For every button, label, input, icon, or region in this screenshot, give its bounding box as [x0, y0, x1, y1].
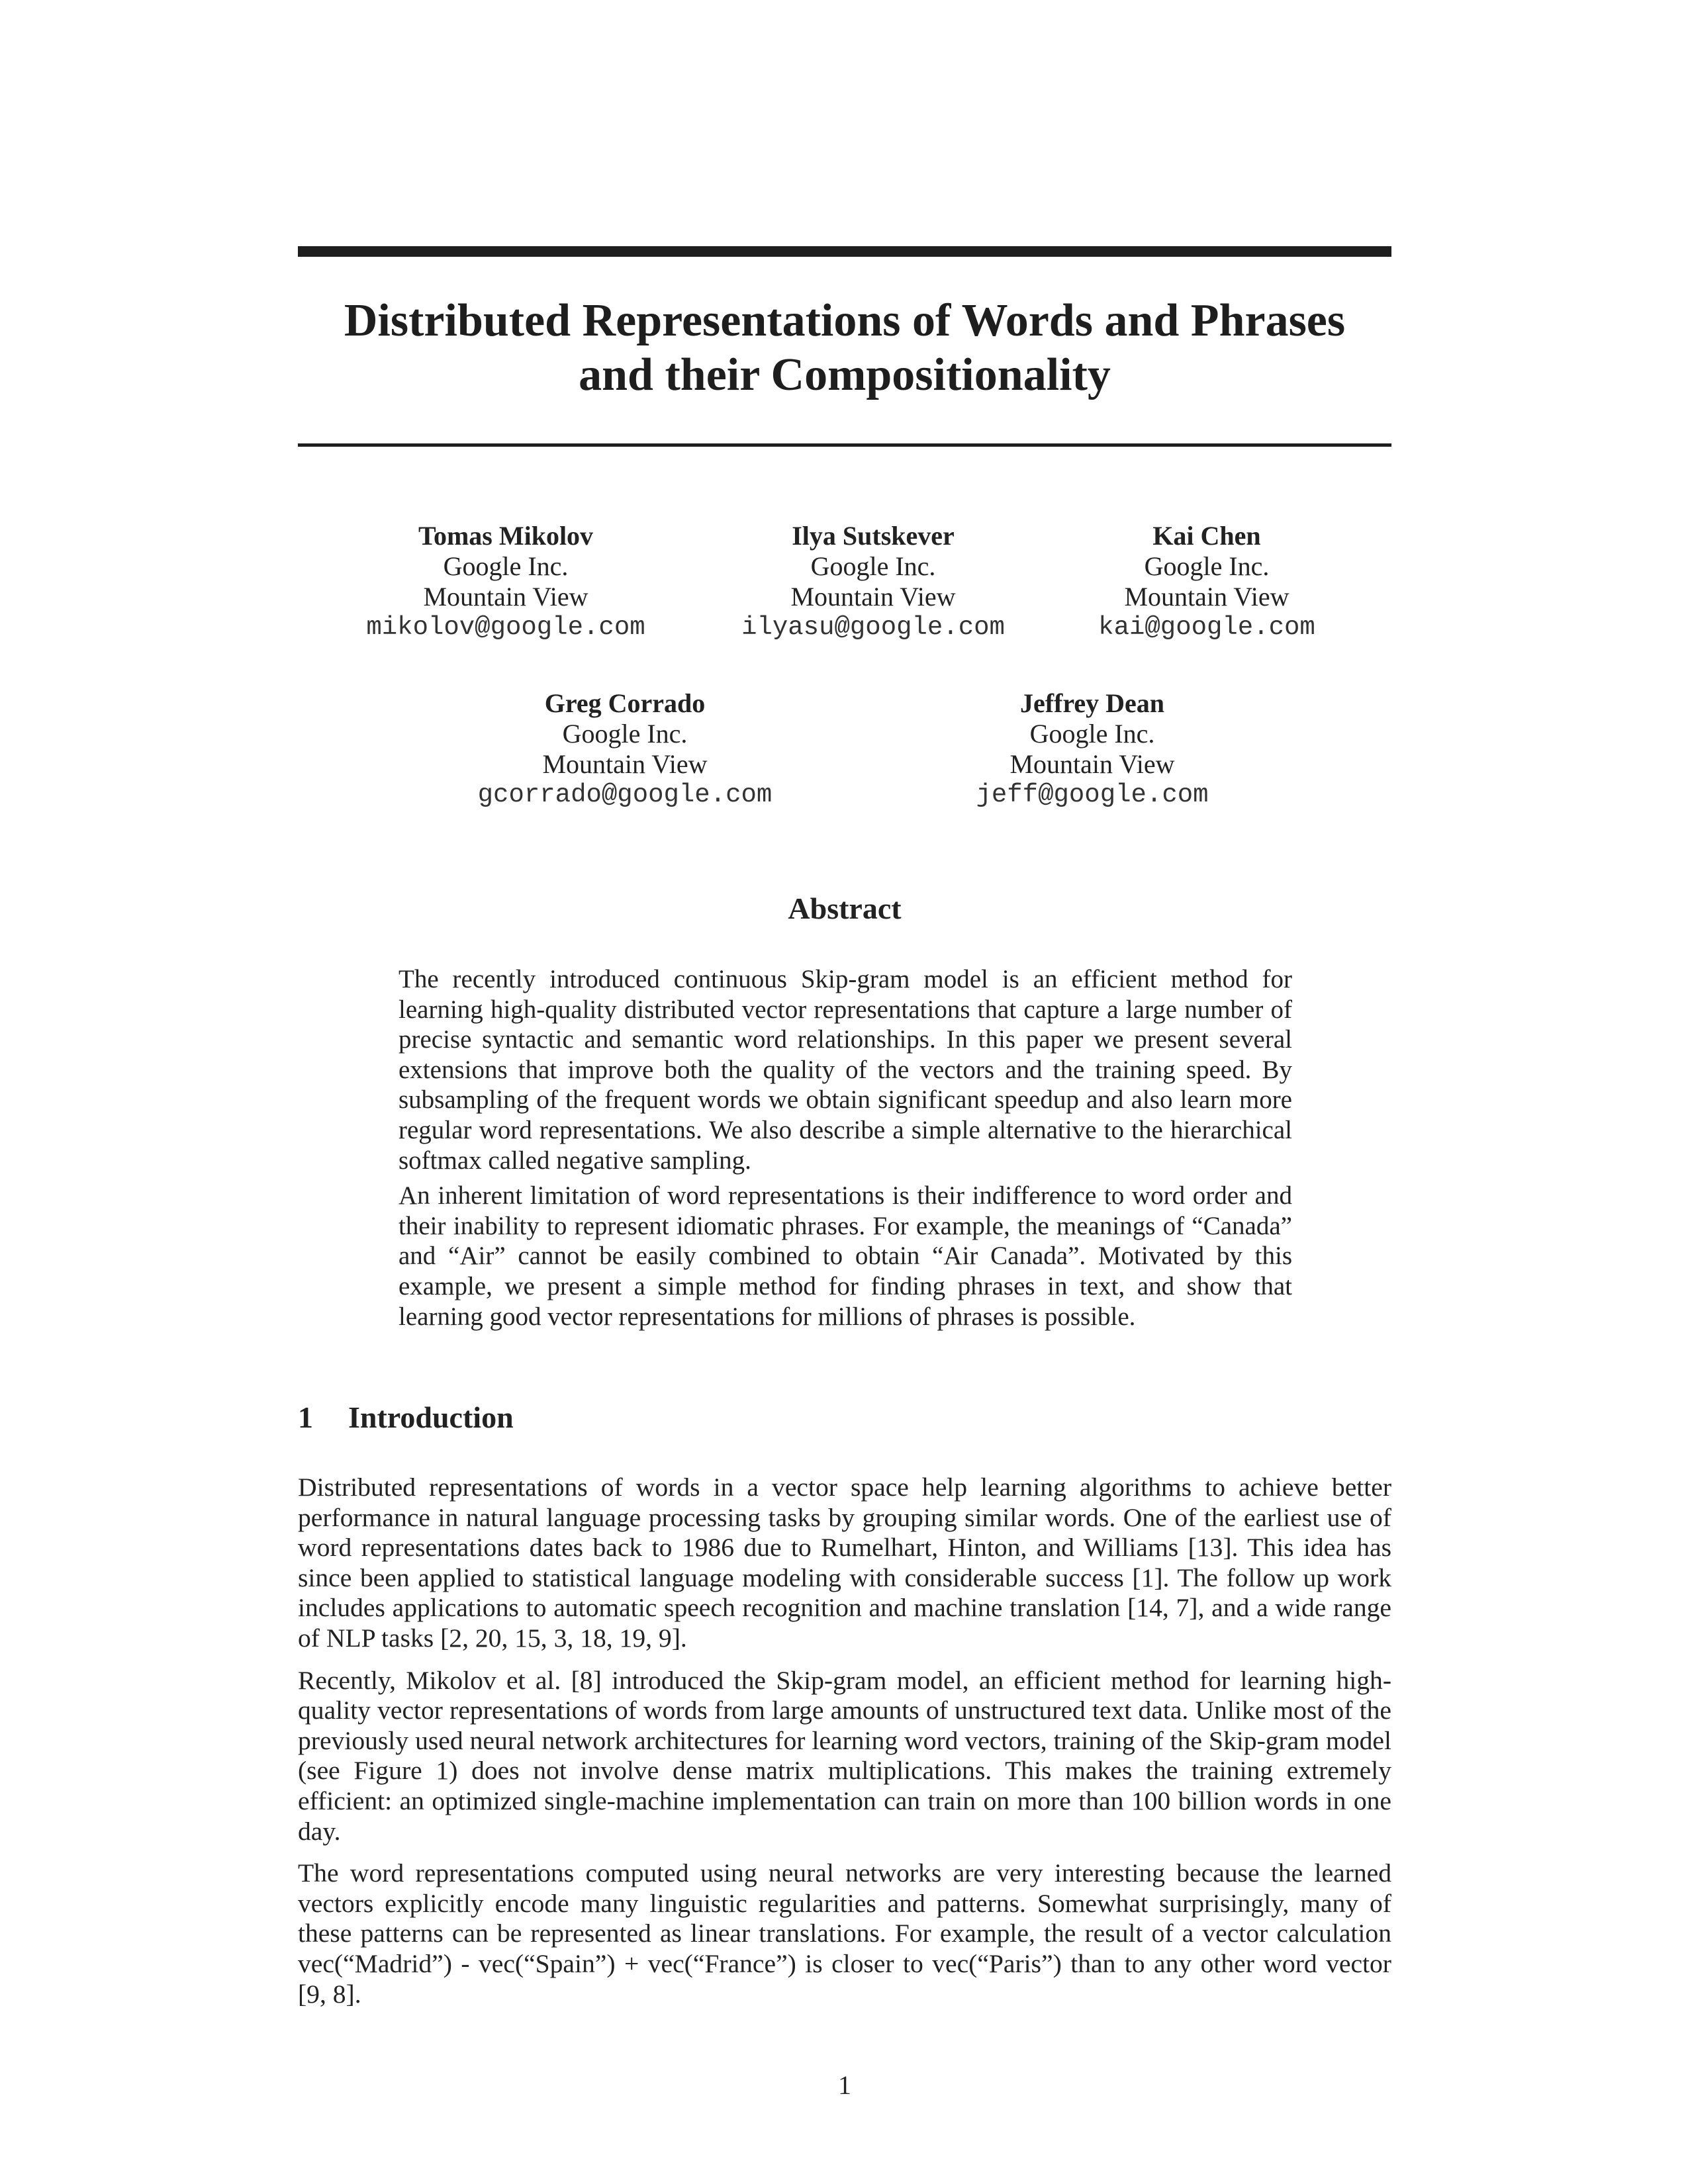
abstract-paragraph: The recently introduced continuous Skip-gram model is an efficient method for learning high-quality distributed vector representations that capture a large number of precise syntactic and semantic word relationships. In this paper we present several extensions that improve both the quality of the vectors and the training speed. By subsampling of the frequent words we obtain significant speedup and also learn more regular word representations. We also describe a simple alternative to the hierarchical softmax called negative sampling.	[399, 965, 1292, 1175]
author-affiliation: Google Inc.	[562, 719, 688, 749]
author-block-mikolov	[307, 521, 704, 643]
body-paragraph: Recently, Mikolov et al. [8] introduced the Skip-gram model, an efficient method for learning high-quality vector representations of words from large amounts of unstructured text data. Unlike most of the previously used neural network architectures for learning word vectors, training of the Skip-gram model (see Figure 1) does not involve dense matrix multiplications. This makes the training extremely efficient: an optimized single-machine implementation can train on more than 100 billion words in one day.	[298, 1665, 1391, 1846]
author-location: Mountain View	[1124, 582, 1289, 612]
section-number: 1	[298, 1400, 313, 1434]
author-block-corrado	[426, 688, 823, 810]
author-location: Mountain View	[542, 749, 708, 779]
author-name: Tomas Mikolov	[418, 521, 594, 551]
author-location: Mountain View	[790, 582, 956, 612]
author-name: Ilya Sutskever	[792, 521, 955, 551]
author-email[interactable]: mikolov@google.com	[366, 613, 645, 642]
author-affiliation: Google Inc.	[810, 551, 936, 581]
abstract-paragraph: An inherent limitation of word representations is their indifference to word order and their inability to represent idiomatic phrases. For example, the meanings of “Canada” and “Air” cannot be easily combined to obtain “Air Canada”. Motivated by this example, we present a simple method for finding phrases in text, and show that learning good vector representations for millions of phrases is possible.	[399, 1181, 1292, 1331]
author-email[interactable]: gcorrado@google.com	[477, 780, 773, 809]
author-affiliation: Google Inc.	[443, 551, 569, 581]
author-location: Mountain View	[1009, 749, 1175, 779]
body-paragraph: The word representations computed using neural networks are very interesting because the learned vectors explicitly encode many linguistic regularities and patterns. Somewhat surprisingly, many of these patterns can be represented as linear translations. For example, the result of a vector calculation vec(“Madrid”) - vec(“Spain”) + vec(“France”) is closer to vec(“Paris”) than to any other word vector [9, 8].	[298, 1858, 1391, 2009]
title-bottom-rule	[298, 443, 1391, 447]
abstract-body	[399, 964, 1292, 1337]
author-name: Greg Corrado	[544, 688, 706, 718]
author-block-dean	[894, 688, 1291, 810]
paper-title	[298, 294, 1391, 402]
section-title: Introduction	[348, 1400, 514, 1434]
title-top-rule	[298, 246, 1391, 257]
author-email[interactable]: kai@google.com	[1098, 613, 1315, 642]
author-name: Kai Chen	[1152, 521, 1261, 551]
author-affiliation: Google Inc.	[1029, 719, 1155, 749]
author-block-chen	[1008, 521, 1405, 643]
introduction-body	[298, 1473, 1391, 2021]
author-affiliation: Google Inc.	[1144, 551, 1270, 581]
paper-title-line-2: and their Compositionality	[579, 349, 1111, 400]
body-paragraph: Distributed representations of words in a vector space help learning algorithms to achieve better performance in natural language processing tasks by grouping similar words. One of the earliest use of word representations dates back to 1986 due to Rumelhart, Hinton, and Williams [13]. This idea has since been applied to statistical language modeling with considerable success [1]. The follow up work includes applications to automatic speech recognition and machine translation [14, 7], and a wide range of NLP tasks [2, 20, 15, 3, 18, 19, 9].	[298, 1473, 1391, 1653]
author-email[interactable]: jeff@google.com	[976, 780, 1209, 809]
author-email[interactable]: ilyasu@google.com	[741, 613, 1005, 642]
paper-title-line-1: Distributed Representations of Words and Phrases	[344, 295, 1346, 346]
section-heading-introduction	[298, 1400, 514, 1435]
abstract-heading: Abstract	[788, 891, 902, 925]
author-location: Mountain View	[423, 582, 588, 612]
page-number: 1	[838, 2070, 851, 2100]
author-name: Jeffrey Dean	[1019, 688, 1165, 718]
